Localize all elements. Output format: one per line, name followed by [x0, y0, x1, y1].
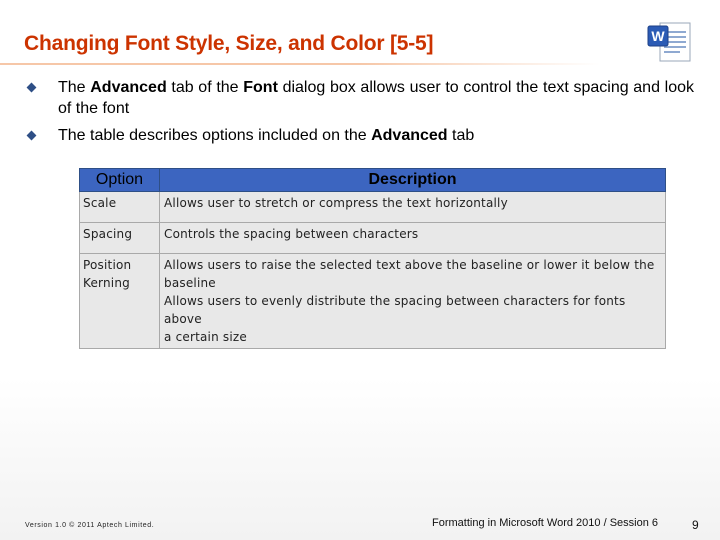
slide-title: Changing Font Style, Size, and Color [5-5] [24, 32, 434, 55]
bullet-text: The [58, 79, 91, 96]
description-line: a certain size [164, 330, 247, 344]
word-document-icon [646, 20, 694, 64]
table-row [80, 254, 666, 349]
bullet-text: tab [447, 127, 475, 144]
bullet-bold-text: Advanced [371, 127, 448, 144]
bullet-item [28, 77, 694, 119]
footer-session: Formatting in Microsoft Word 2010 / Session 6 [432, 517, 659, 529]
header-option: Option [80, 169, 160, 192]
option-cell: Spacing [80, 223, 160, 254]
bullet-text: dialog box allows user to control the text spacing and look of the font [58, 79, 695, 117]
bullet-diamond-icon [27, 131, 37, 141]
bullet-text: tab of the [166, 79, 244, 96]
header-description: Description [160, 169, 666, 192]
option-kerning: Kerning [83, 276, 130, 290]
bullet-bold-text: Font [243, 79, 278, 96]
bullet-item [28, 125, 694, 146]
option-cell: Scale [80, 192, 160, 223]
options-table [79, 168, 666, 349]
description-cell [160, 254, 666, 349]
description-line: baseline [164, 276, 216, 290]
footer-copyright: Version 1.0 © 2011 Aptech Limited. [25, 522, 155, 529]
description-cell: Allows user to stretch or compress the text horizontally [160, 192, 666, 223]
title-underline [0, 63, 600, 65]
bullet-text: The table describes options included on the [58, 127, 372, 144]
description-cell: Controls the spacing between characters [160, 223, 666, 254]
description-line: Allows users to raise the selected text above the baseline or lower it below the [164, 258, 655, 272]
bullet-bold-text: Advanced [90, 79, 167, 96]
option-position: Position [83, 258, 132, 272]
bullet-list [28, 77, 694, 152]
description-line: Allows users to evenly distribute the spacing between characters for fonts above [164, 294, 626, 326]
table-row [80, 223, 666, 254]
option-cell [80, 254, 160, 349]
table-row [80, 192, 666, 223]
svg-text:W: W [651, 28, 665, 44]
page-number: 9 [692, 518, 699, 532]
table-header-row [80, 169, 666, 192]
bullet-diamond-icon [27, 83, 37, 93]
